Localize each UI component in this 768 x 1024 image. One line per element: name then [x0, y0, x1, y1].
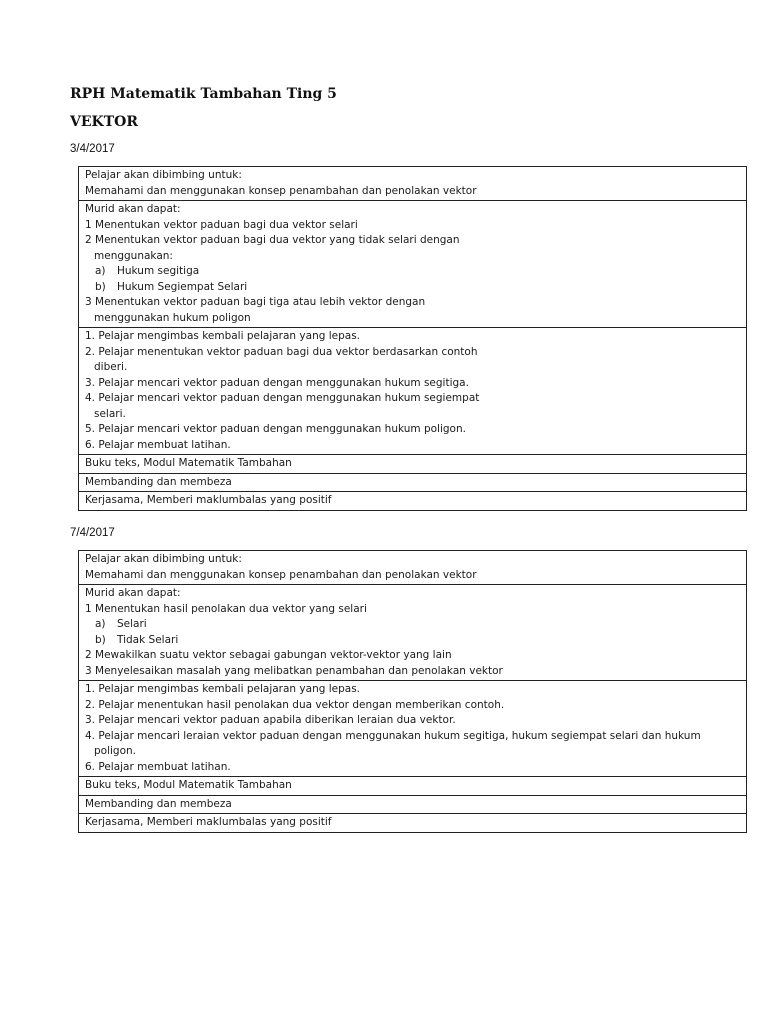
outcome-item-continued: menggunakan: [94, 249, 173, 262]
outcome-subitem [85, 264, 746, 280]
outcome-item-continued: menggunakan hukum poligon [94, 311, 251, 324]
activity-item: 1. Pelajar mengimbas kembali pelajaran yang lepas. [85, 330, 361, 342]
activity-item: 6. Pelajar membuat latihan. [85, 760, 231, 773]
outcomes-intro: Murid akan dapat: [85, 203, 181, 215]
activity-item: 4. Pelajar mencari leraian vektor paduan dengan menggunakan hukum segitiga, hukum segiempat selari dan hukum [85, 729, 701, 742]
subitem-text: Selari [117, 618, 147, 630]
activity-item: 3. Pelajar mencari vektor paduan apabila diberikan leraian dua vektor. [85, 714, 456, 726]
outcome-subitem [85, 633, 746, 649]
thinking-skills-section: Membanding dan membeza [79, 473, 746, 492]
objective-text: Memahami dan menggunakan konsep penambahan dan penolakan vektor [85, 568, 477, 581]
outcomes-section [79, 200, 746, 327]
outcomes-intro: Murid akan dapat: [85, 587, 181, 599]
subitem-label: b) [95, 633, 106, 646]
values-section: Kerjasama, Memberi maklumbalas yang positif [79, 491, 746, 510]
subitem-text: Hukum segitiga [117, 265, 200, 277]
activity-item-continued: poligon. [94, 745, 137, 757]
activities-section [79, 327, 746, 454]
activity-item: 2. Pelajar menentukan vektor paduan bagi dua vektor berdasarkan contoh [85, 345, 478, 358]
outcome-subitem [85, 280, 746, 296]
objective-intro: Pelajar akan dibimbing untuk: [85, 553, 242, 565]
outcome-subitem [85, 617, 746, 633]
lesson-plan-table [78, 166, 747, 511]
activity-item-continued: selari. [94, 407, 126, 420]
activity-item: 1. Pelajar mengimbas kembali pelajaran yang lepas. [85, 683, 361, 695]
subitem-label: a) [95, 618, 106, 630]
lesson-plan-table [78, 550, 747, 833]
objective-section [79, 167, 746, 200]
values-section: Kerjasama, Memberi maklumbalas yang positif [79, 813, 746, 832]
outcome-item: 2 Menentukan vektor paduan bagi dua vektor yang tidak selari dengan [85, 234, 460, 246]
outcome-item: 2 Mewakilkan suatu vektor sebagai gabungan vektor-vektor yang lain [85, 649, 452, 661]
activity-item-continued: diberi. [94, 361, 128, 373]
resources-section: Buku teks, Modul Matematik Tambahan [79, 454, 746, 473]
outcome-item: 3 Menyelesaikan masalah yang melibatkan penambahan dan penolakan vektor [85, 664, 503, 677]
objective-intro: Pelajar akan dibimbing untuk: [85, 169, 242, 181]
subitem-label: a) [95, 265, 106, 277]
lesson-date: 3/4/2017 [70, 143, 115, 155]
lesson-date: 7/4/2017 [70, 527, 115, 539]
objective-text: Memahami dan menggunakan konsep penambahan dan penolakan vektor [85, 184, 477, 197]
page-title: RPH Matematik Tambahan Ting 5 [70, 86, 337, 102]
subitem-text: Hukum Segiempat Selari [117, 280, 248, 293]
activity-item: 5. Pelajar mencari vektor paduan dengan menggunakan hukum poligon. [85, 423, 466, 435]
subitem-label: b) [95, 280, 106, 293]
outcome-item: 3 Menentukan vektor paduan bagi tiga atau lebih vektor dengan [85, 296, 426, 308]
outcome-item: 1 Menentukan hasil penolakan dua vektor yang selari [85, 602, 367, 615]
resources-section: Buku teks, Modul Matematik Tambahan [79, 776, 746, 795]
outcomes-section [79, 584, 746, 680]
activity-item: 2. Pelajar menentukan hasil penolakan dua vektor dengan memberikan contoh. [85, 698, 505, 711]
objective-section [79, 551, 746, 584]
activity-item: 3. Pelajar mencari vektor paduan dengan menggunakan hukum segitiga. [85, 376, 469, 389]
activities-section [79, 680, 746, 776]
subitem-text: Tidak Selari [117, 633, 179, 646]
activity-item: 6. Pelajar membuat latihan. [85, 438, 231, 451]
topic-heading: VEKTOR [70, 114, 138, 130]
activity-item: 4. Pelajar mencari vektor paduan dengan menggunakan hukum segiempat [85, 392, 480, 404]
thinking-skills-section: Membanding dan membeza [79, 795, 746, 814]
outcome-item: 1 Menentukan vektor paduan bagi dua vektor selari [85, 218, 358, 231]
